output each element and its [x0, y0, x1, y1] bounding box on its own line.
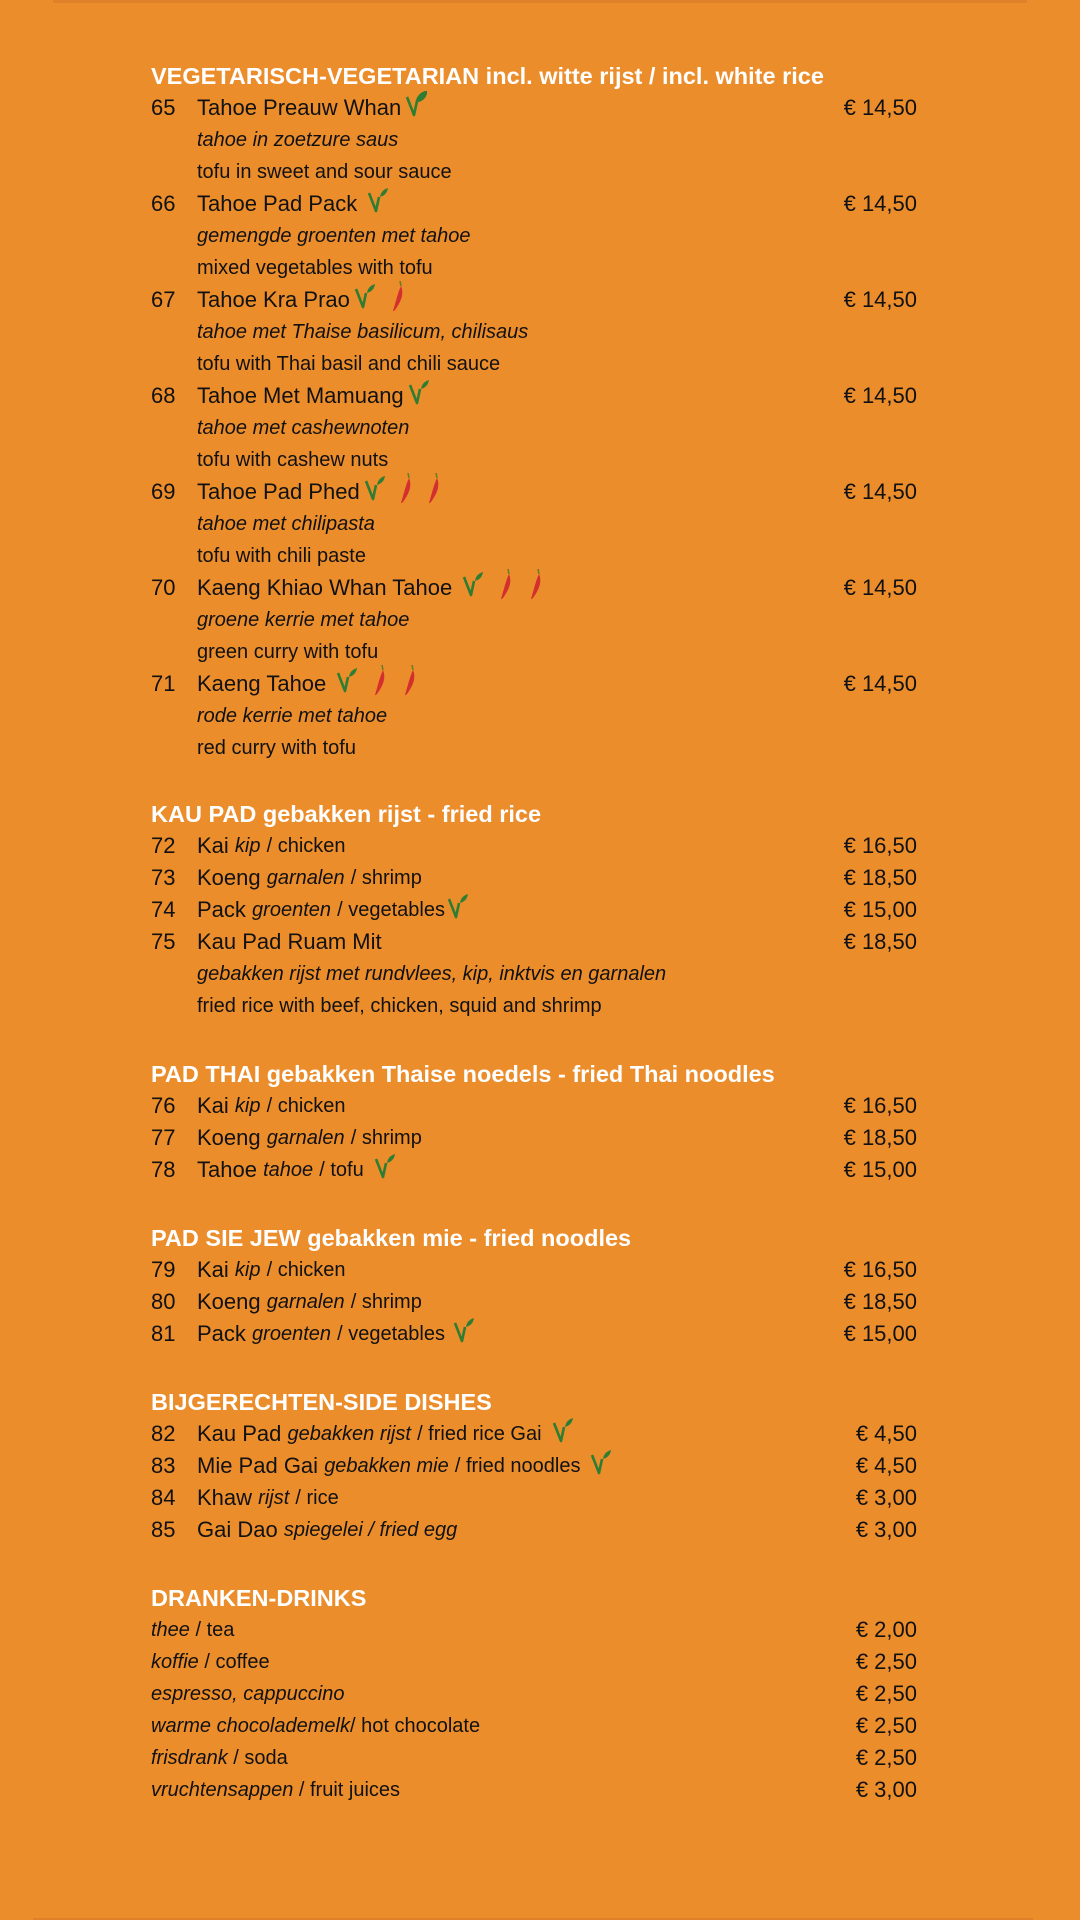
item-name: Koeng garnalen / shrimp: [197, 1289, 422, 1314]
item-number: 77: [151, 1125, 176, 1150]
item-price: € 3,00: [855, 1485, 917, 1510]
chili-pepper-icon: [390, 279, 406, 322]
top-border: [53, 0, 1027, 3]
item-number: 72: [151, 833, 176, 858]
item-desc-english: red curry with tofu: [197, 737, 356, 759]
menu-item-67: [151, 284, 921, 316]
item-name: Tahoe tahoe / tofu: [197, 1153, 396, 1188]
item-number: 73: [151, 865, 176, 890]
item-number: 76: [151, 1093, 176, 1118]
item-number: 83: [151, 1453, 176, 1478]
item-number: 82: [151, 1421, 176, 1446]
item-number: 69: [151, 479, 176, 504]
section-title: VEGETARISCH-VEGETARIAN incl. witte rijst / incl. white rice: [151, 63, 824, 89]
item-desc-dutch: tahoe in zoetzure saus: [197, 129, 399, 151]
vegetarian-leaf-icon: [462, 571, 484, 606]
vegetarian-leaf-icon: [590, 1449, 612, 1484]
item-number: 65: [151, 95, 176, 120]
menu-item-70: [151, 572, 921, 604]
item-name: Tahoe Met Mamuang: [197, 379, 430, 414]
menu-item-78: [151, 1154, 921, 1186]
item-price: € 4,50: [855, 1453, 917, 1478]
menu-item-80: [151, 1286, 921, 1318]
vegetarian-leaf-icon: [374, 1153, 396, 1188]
item-number: 70: [151, 575, 176, 600]
vegetarian-leaf-icon: [364, 475, 386, 510]
item-name: Pack groenten / vegetables: [197, 1317, 475, 1352]
item-price: € 18,50: [843, 929, 917, 954]
menu-item-77: [151, 1122, 921, 1154]
item-name: Koeng garnalen / shrimp: [197, 865, 422, 890]
item-desc-english: tofu with chili paste: [197, 545, 366, 567]
item-name: Tahoe Preauw Whan: [197, 91, 427, 126]
drink-item-espresso: espresso, cappuccino € 2,50: [151, 1678, 921, 1710]
drink-item-soda: frisdrank / soda € 2,50: [151, 1742, 921, 1774]
item-name: Koeng garnalen / shrimp: [197, 1125, 422, 1150]
item-price: € 2,50: [855, 1681, 917, 1706]
item-desc-dutch: groene kerrie met tahoe: [197, 609, 410, 631]
item-desc-english: tofu with Thai basil and chili sauce: [197, 353, 501, 375]
item-price: € 2,50: [855, 1649, 917, 1674]
vegetarian-leaf-icon: [336, 667, 358, 702]
vegetarian-leaf-icon: [405, 91, 427, 126]
vegetarian-leaf-icon: [354, 283, 376, 318]
chili-pepper-icon: [372, 663, 388, 706]
section-title: PAD THAI gebakken Thaise noedels - fried Thai noodles: [151, 1061, 775, 1087]
item-price: € 4,50: [855, 1421, 917, 1446]
section-drinks: [151, 1582, 921, 1806]
item-desc-dutch: gebakken rijst met rundvlees, kip, inktvis en garnalen: [197, 963, 667, 985]
menu-item-72: [151, 830, 921, 862]
menu-item-68: [151, 380, 921, 412]
vegetarian-leaf-icon: [453, 1317, 475, 1352]
item-name: Kau Pad Ruam Mit: [197, 929, 382, 954]
item-desc-dutch: rode kerrie met tahoe: [197, 705, 388, 727]
item-name: Kai kip / chicken: [197, 833, 346, 858]
drink-item-tea: thee / tea € 2,00: [151, 1614, 921, 1646]
drink-item-coffee: koffie / coffee € 2,50: [151, 1646, 921, 1678]
section-title: PAD SIE JEW gebakken mie - fried noodles: [151, 1225, 632, 1251]
item-price: € 2,50: [855, 1713, 917, 1738]
item-price: € 18,50: [843, 865, 917, 890]
item-name: Kau Pad gebakken rijst / fried rice Gai: [197, 1417, 574, 1452]
item-name: Tahoe Kra Prao: [197, 279, 406, 322]
chili-pepper-icon: [426, 471, 442, 514]
item-desc-dutch: tahoe met Thaise basilicum, chilisaus: [197, 321, 529, 343]
menu-item-81: [151, 1318, 921, 1350]
item-name: Mie Pad Gai gebakken mie / fried noodles: [197, 1449, 612, 1484]
item-price: € 18,50: [843, 1125, 917, 1150]
item-number: 80: [151, 1289, 176, 1314]
drink-item-hot-chocolate: warme chocolademelk/ hot chocolate € 2,50: [151, 1710, 921, 1742]
menu-item-66: [151, 188, 921, 220]
section-pad-sie-jew: [151, 1222, 921, 1350]
menu-item-84: [151, 1482, 921, 1514]
item-price: € 3,00: [855, 1517, 917, 1542]
menu-item-73: [151, 862, 921, 894]
section-title: KAU PAD gebakken rijst - fried rice: [151, 801, 542, 827]
item-number: 66: [151, 191, 176, 216]
item-name: Tahoe Pad Pack: [197, 187, 389, 222]
item-desc-english: tofu in sweet and sour sauce: [197, 161, 452, 183]
item-price: € 15,00: [843, 897, 917, 922]
item-desc-english: tofu with cashew nuts: [197, 449, 389, 471]
section-fried-rice: [151, 798, 921, 1022]
item-price: € 15,00: [843, 1321, 917, 1346]
menu-item-69: [151, 476, 921, 508]
item-number: 75: [151, 929, 176, 954]
section-side-dishes: [151, 1386, 921, 1546]
item-name: Kai kip / chicken: [197, 1257, 346, 1282]
item-name: Pack groenten / vegetables: [197, 893, 469, 928]
item-name: Kaeng Khiao Whan Tahoe: [197, 567, 544, 610]
item-number: 81: [151, 1321, 176, 1346]
menu-item-79: [151, 1254, 921, 1286]
menu-item-71: [151, 668, 921, 700]
item-price: € 2,50: [855, 1745, 917, 1770]
item-desc-english: fried rice with beef, chicken, squid and shrimp: [197, 995, 602, 1017]
item-price: € 14,50: [843, 95, 917, 120]
item-desc-dutch: tahoe met cashewnoten: [197, 417, 410, 439]
drink-item-fruit-juices: vruchtensappen / fruit juices € 3,00: [151, 1774, 921, 1806]
item-number: 68: [151, 383, 176, 408]
item-number: 84: [151, 1485, 176, 1510]
item-name: Kai kip / chicken: [197, 1093, 346, 1118]
menu-item-83: [151, 1450, 921, 1482]
vegetarian-leaf-icon: [447, 893, 469, 928]
item-price: € 18,50: [843, 1289, 917, 1314]
section-title: DRANKEN-DRINKS: [151, 1585, 367, 1611]
item-price: € 14,50: [843, 383, 917, 408]
section-vegetarian: [151, 60, 921, 764]
item-desc-dutch: gemengde groenten met tahoe: [197, 225, 471, 247]
chili-pepper-icon: [528, 567, 544, 610]
item-number: 74: [151, 897, 176, 922]
item-price: € 2,00: [855, 1617, 917, 1642]
item-desc-english: mixed vegetables with tofu: [197, 257, 433, 279]
item-price: € 14,50: [843, 575, 917, 600]
item-name: Gai Dao spiegelei / fried egg: [197, 1517, 458, 1542]
item-price: € 14,50: [843, 479, 917, 504]
item-price: € 16,50: [843, 1093, 917, 1118]
item-price: € 16,50: [843, 1257, 917, 1282]
item-desc-english: green curry with tofu: [197, 641, 379, 663]
item-name: Kaeng Tahoe: [197, 663, 418, 706]
item-number: 79: [151, 1257, 176, 1282]
menu-page: [151, 60, 921, 1842]
vegetarian-leaf-icon: [408, 379, 430, 414]
item-number: 67: [151, 287, 176, 312]
menu-item-82: [151, 1418, 921, 1450]
item-number: 71: [151, 671, 176, 696]
chili-pepper-icon: [402, 663, 418, 706]
menu-item-76: [151, 1090, 921, 1122]
chili-pepper-icon: [498, 567, 514, 610]
chili-pepper-icon: [398, 471, 414, 514]
item-price: € 16,50: [843, 833, 917, 858]
item-price: € 14,50: [843, 671, 917, 696]
item-desc-dutch: tahoe met chilipasta: [197, 513, 375, 535]
menu-item-75: [151, 926, 921, 958]
menu-item-74: [151, 894, 921, 926]
vegetarian-leaf-icon: [552, 1417, 574, 1452]
item-number: 85: [151, 1517, 176, 1542]
section-pad-thai: [151, 1058, 921, 1186]
menu-item-85: [151, 1514, 921, 1546]
item-price: € 14,50: [843, 287, 917, 312]
item-number: 78: [151, 1157, 176, 1182]
item-price: € 15,00: [843, 1157, 917, 1182]
menu-item-65: [151, 92, 921, 124]
section-title: BIJGERECHTEN-SIDE DISHES: [151, 1389, 492, 1415]
item-price: € 3,00: [855, 1777, 917, 1802]
item-name: Tahoe Pad Phed: [197, 471, 442, 514]
item-price: € 14,50: [843, 191, 917, 216]
vegetarian-leaf-icon: [367, 187, 389, 222]
item-name: Khaw rijst / rice: [197, 1485, 339, 1510]
